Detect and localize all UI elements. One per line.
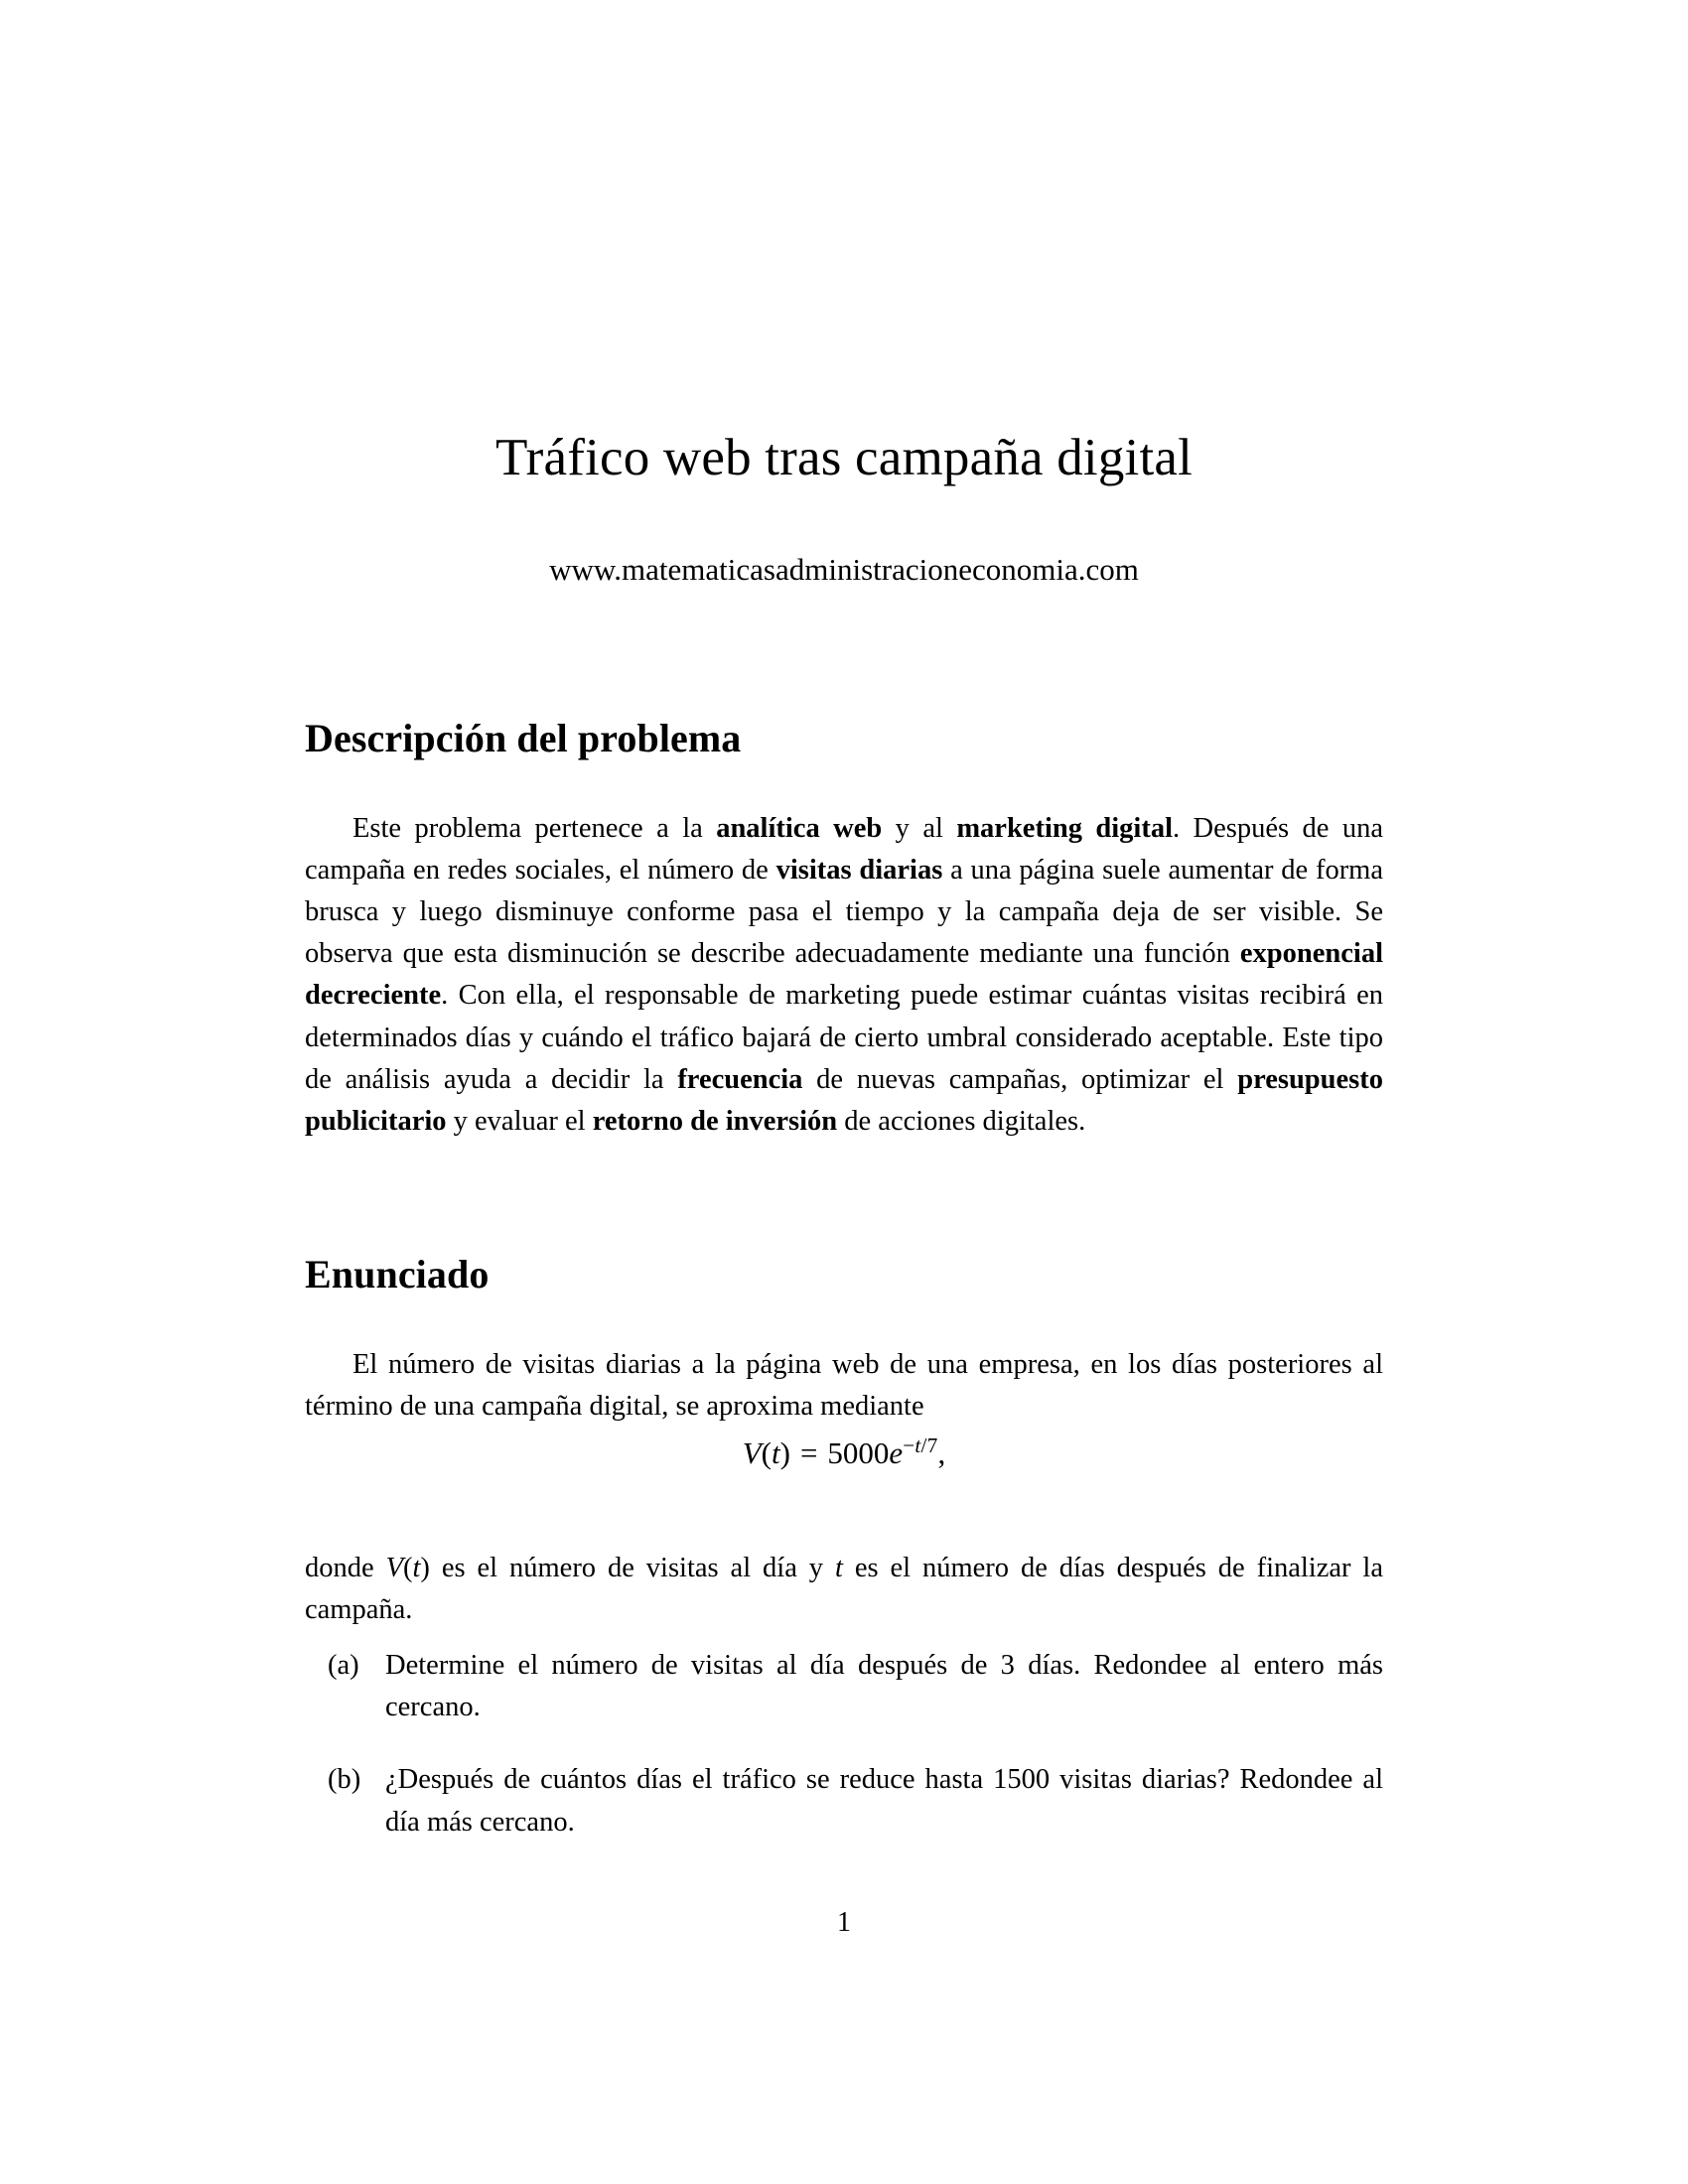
text-fragment: es el número de días después de finalizar la campaña. xyxy=(305,1552,1383,1625)
document-page xyxy=(305,0,1383,2184)
equation-paren-close: ) xyxy=(779,1434,790,1470)
equation-base-e: e xyxy=(889,1434,904,1470)
equation-paren-open: ( xyxy=(761,1434,772,1470)
list-item-text: ¿Después de cuántos días el tráfico se reduce hasta 1500 visitas diarias? Redondee al día más cercano. xyxy=(385,1764,1383,1838)
equation-function-name: V xyxy=(742,1434,762,1470)
equation-trailing-comma: , xyxy=(937,1434,946,1470)
text-fragment: y al xyxy=(882,812,957,844)
list-item xyxy=(305,1759,1383,1843)
text-fragment: Este problema pertenece a la xyxy=(352,812,717,844)
list-item-label: (b) xyxy=(328,1764,361,1796)
text-fragment: es el número de visitas al día y xyxy=(429,1552,835,1583)
equation-equals-sign: = xyxy=(799,1434,818,1470)
display-equation-visitas xyxy=(305,1433,1383,1473)
text-fragment: donde xyxy=(305,1552,386,1583)
emphasis-analitica-web: analítica web xyxy=(716,812,883,844)
emphasis-retorno-de-inversion: retorno de inversión xyxy=(592,1105,838,1137)
text-fragment: . Después de una campaña en redes sociales, el número de xyxy=(305,812,1383,886)
list-item-text: Determine el número de visitas al día después de 3 días. Redondee al entero más cercano. xyxy=(385,1650,1383,1723)
text-fragment: de acciones digitales. xyxy=(837,1105,1086,1137)
paragraph-enunciado-intro: El número de visitas diarias a la página web de una empresa, en los días posteriores al término de una campaña digital, se aproxima mediante xyxy=(305,1348,1383,1422)
list-item-label: (a) xyxy=(328,1650,359,1681)
exponent-numerator: t xyxy=(914,1433,921,1457)
section-heading-descripcion: Descripción del problema xyxy=(305,716,742,761)
emphasis-presupuesto-publicitario: presupuesto publicitario xyxy=(305,1063,1383,1137)
emphasis-visitas-diarias: visitas diarias xyxy=(775,854,943,886)
paragraph-descripcion xyxy=(305,808,1383,1144)
inline-math-paren-close: ) xyxy=(420,1552,430,1583)
exponent-minus-sign: − xyxy=(903,1433,915,1457)
emphasis-marketing-digital: marketing digital xyxy=(956,812,1173,844)
inline-math-paren-open: ( xyxy=(403,1552,413,1583)
list-item xyxy=(305,1645,1383,1728)
page-title: Tráfico web tras campaña digital xyxy=(494,429,1194,486)
text-fragment: y evaluar el xyxy=(446,1105,593,1137)
inline-math-t: t xyxy=(412,1552,421,1583)
emphasis-exponencial-decreciente: exponencial decreciente xyxy=(305,938,1383,1012)
text-fragment: . Con ella, el responsable de marketing puede estimar cuántas visitas recibirá en determinados días y cuándo el tráfico bajará de cierto umbral considerado aceptable. Este tipo de análisis ayuda a decidir la xyxy=(305,980,1383,1095)
text-fragment: de nuevas campañas, optimizar el xyxy=(802,1063,1238,1095)
equation-variable-t: t xyxy=(771,1434,780,1470)
equation-coefficient: 5000 xyxy=(827,1434,890,1470)
document-subtitle: www.matematicasadministracioneconomia.com xyxy=(549,552,1139,587)
exponent-slash: / xyxy=(920,1433,927,1457)
question-list xyxy=(305,1645,1383,1874)
section-heading-enunciado: Enunciado xyxy=(305,1252,490,1297)
exponent-denominator: 7 xyxy=(926,1433,938,1457)
equation-exponent xyxy=(903,1433,937,1457)
inline-math-variable-t: t xyxy=(834,1552,843,1583)
inline-math-V: V xyxy=(385,1552,403,1583)
emphasis-frecuencia: frecuencia xyxy=(677,1063,803,1095)
text-fragment: a una página suele aumentar de forma brusca y luego disminuye conforme pasa el tiempo y la campaña deja de ser visible. Se observa que esta disminución se describe adecuadamente mediante una función xyxy=(305,854,1384,970)
paragraph-where-clause xyxy=(305,1548,1383,1631)
page-number: 1 xyxy=(837,1907,851,1938)
